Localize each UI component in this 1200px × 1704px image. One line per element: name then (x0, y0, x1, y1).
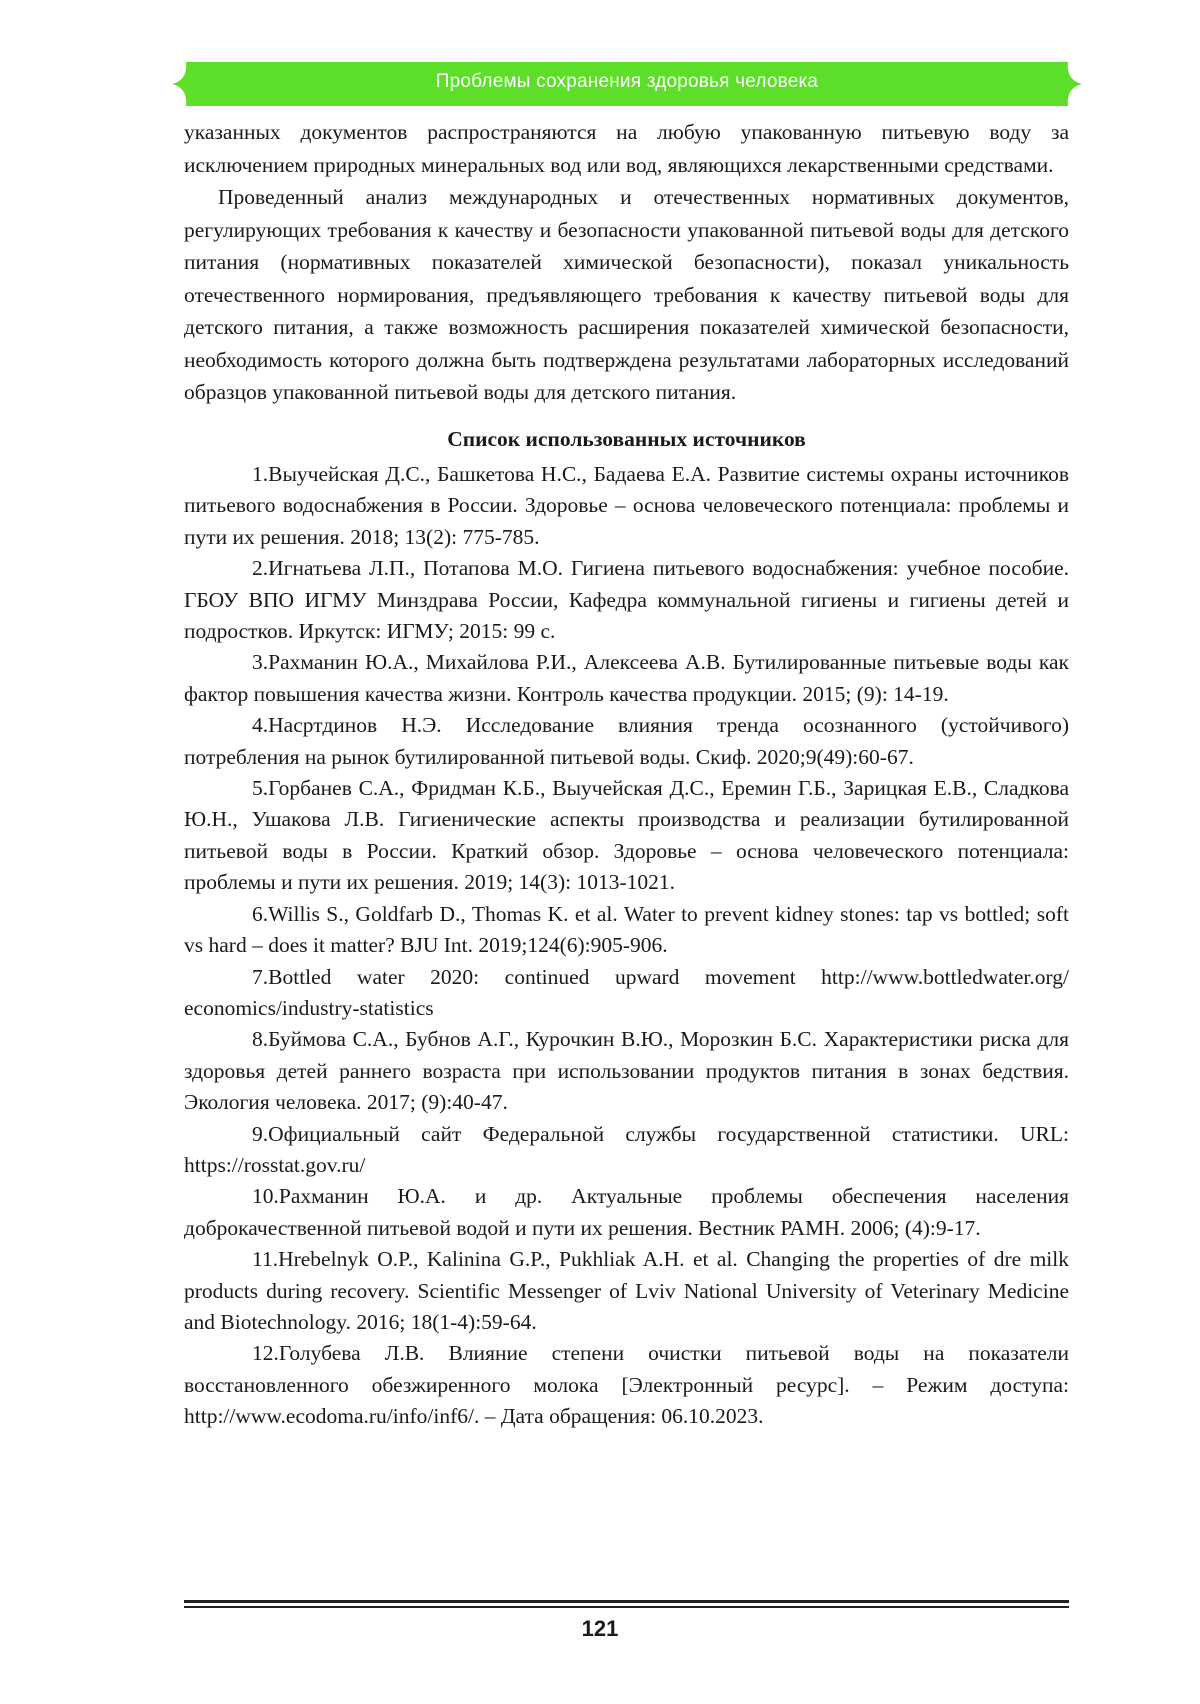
reference-item (184, 773, 1069, 899)
reference-text: Willis S., Goldfarb D., Thomas K. et al. Water to prevent kidney stones: tap vs bottled; soft vs hard – does it matter? BJU Int. 2019;124(6):905-906. (184, 902, 1069, 957)
reference-item (184, 1024, 1069, 1118)
reference-text: Голубева Л.В. Влияние степени очистки питьевой воды на показатели восстановленного обезжиренного молока [Электронный ресурс]. – Режим доступа: http://www.ecodoma.ru/info/inf6/. – Дата обращения: 06.10.2023. (184, 1341, 1069, 1428)
reference-item (184, 962, 1069, 1025)
reference-item (184, 710, 1069, 773)
reference-text: Буймова С.А., Бубнов А.Г., Курочкин В.Ю., Морозкин Б.С. Характеристики риска для здоровья детей раннего возраста при использовании продуктов питания в зонах бедствия. Экология человека. 2017; (9):40-47. (184, 1027, 1069, 1114)
reference-number: 7. (218, 962, 268, 993)
page-content (184, 116, 1069, 1433)
reference-number: 3. (218, 647, 268, 678)
reference-text: Рахманин Ю.А. и др. Актуальные проблемы обеспечения населения доброкачественной питьевой водой и пути их решения. Вестник РАМН. 2006; (4):9-17. (184, 1184, 1069, 1239)
reference-item (184, 459, 1069, 553)
reference-item (184, 1181, 1069, 1244)
body-paragraph: указанных документов распространяются на любую упакованную питьевую воду за исключением природных минеральных вод или вод, являющихся лекарственными средствами. (184, 116, 1069, 181)
footer-rule-top (184, 1600, 1069, 1603)
reference-text: Игнатьева Л.П., Потапова М.О. Гигиена питьевого водоснабжения: учебное пособие. ГБОУ ВПО ИГМУ Минздрава России, Кафедра коммунальной гигиены и гигиены детей и подростков. Иркутск: ИГМУ; 2015: 99 с. (184, 556, 1069, 643)
reference-number: 5. (218, 773, 268, 804)
references-heading: Список использованных источников (184, 423, 1069, 456)
reference-number: 2. (218, 553, 268, 584)
reference-text: Hrebelnyk O.P., Kalinina G.P., Pukhliak A.H. et al. Changing the properties of dre milk products during recovery. Scientific Messenger of Lviv National University of Veterinary Medicine and Biotechnology. 2016; 18(1-4):59-64. (184, 1247, 1069, 1334)
reference-item (184, 553, 1069, 647)
reference-text: Насртдинов Н.Э. Исследование влияния тренда осознанного (устойчивого) потребления на рынок бутилированной питьевой воды. Скиф. 2020;9(49):60-67. (184, 713, 1069, 768)
reference-text: Официальный сайт Федеральной службы государственной статистики. URL: https://rosstat.gov.ru/ (184, 1122, 1069, 1177)
running-header-title: Проблемы сохранения здоровья человека (172, 71, 1082, 93)
reference-item (184, 899, 1069, 962)
reference-number: 10. (218, 1181, 279, 1212)
page-number: 121 (0, 1616, 1200, 1642)
reference-text: Bottled water 2020: continued upward movement http://www.bottledwater.org/ economics/industry-statistics (184, 965, 1069, 1020)
body-paragraph: Проведенный анализ международных и отечественных нормативных докумен­тов, регулирующих требования к качеству и безопасности упакованной питьевой воды для детского питания (нормативных показателей химической безопасности), показал уникальность отечественного нормирования, предъявляющего требования к качеству питьевой воды для детского питания, а также возможность расширения показателей химической безопасности, необходимость которого должна быть под­тверждена результатами лабораторных исследований образцов упакованной питье­вой воды для детского питания. (184, 181, 1069, 409)
reference-text: Выучейская Д.С., Башкетова Н.С., Бадаева Е.А. Развитие системы охраны источников питьевого водоснабжения в России. Здоровье – основа человеческого потенциала: проблемы и пути их решения. 2018; 13(2): 775-785. (184, 462, 1069, 549)
reference-item (184, 1338, 1069, 1432)
reference-text: Рахманин Ю.А., Михайлова Р.И., Алексеева А.В. Бутилированные питьевые воды как фактор повышения качества жизни. Контроль качества продукции. 2015; (9): 14-19. (184, 650, 1069, 705)
reference-item (184, 1119, 1069, 1182)
reference-number: 4. (218, 710, 268, 741)
reference-number: 6. (218, 899, 268, 930)
running-header (172, 62, 1082, 106)
references-list (184, 459, 1069, 1433)
reference-number: 12. (218, 1338, 279, 1369)
reference-item (184, 1244, 1069, 1338)
reference-number: 1. (218, 459, 268, 490)
reference-item (184, 647, 1069, 710)
reference-number: 9. (218, 1119, 268, 1150)
reference-number: 11. (218, 1244, 278, 1275)
reference-text: Горбанев С.А., Фридман К.Б., Выучейская Д.С., Еремин Г.Б., Зарицкая Е.В., Сладкова Ю.Н., Ушакова Л.В. Гигиенические аспекты производства и реализации бутилированной питьевой воды в России. Краткий обзор. Здоровье – основа человеческого потенциала: проблемы и пути их решения. 2019; 14(3): 1013-1021. (184, 776, 1069, 894)
footer-rule-bottom (184, 1606, 1069, 1608)
reference-number: 8. (218, 1024, 268, 1055)
